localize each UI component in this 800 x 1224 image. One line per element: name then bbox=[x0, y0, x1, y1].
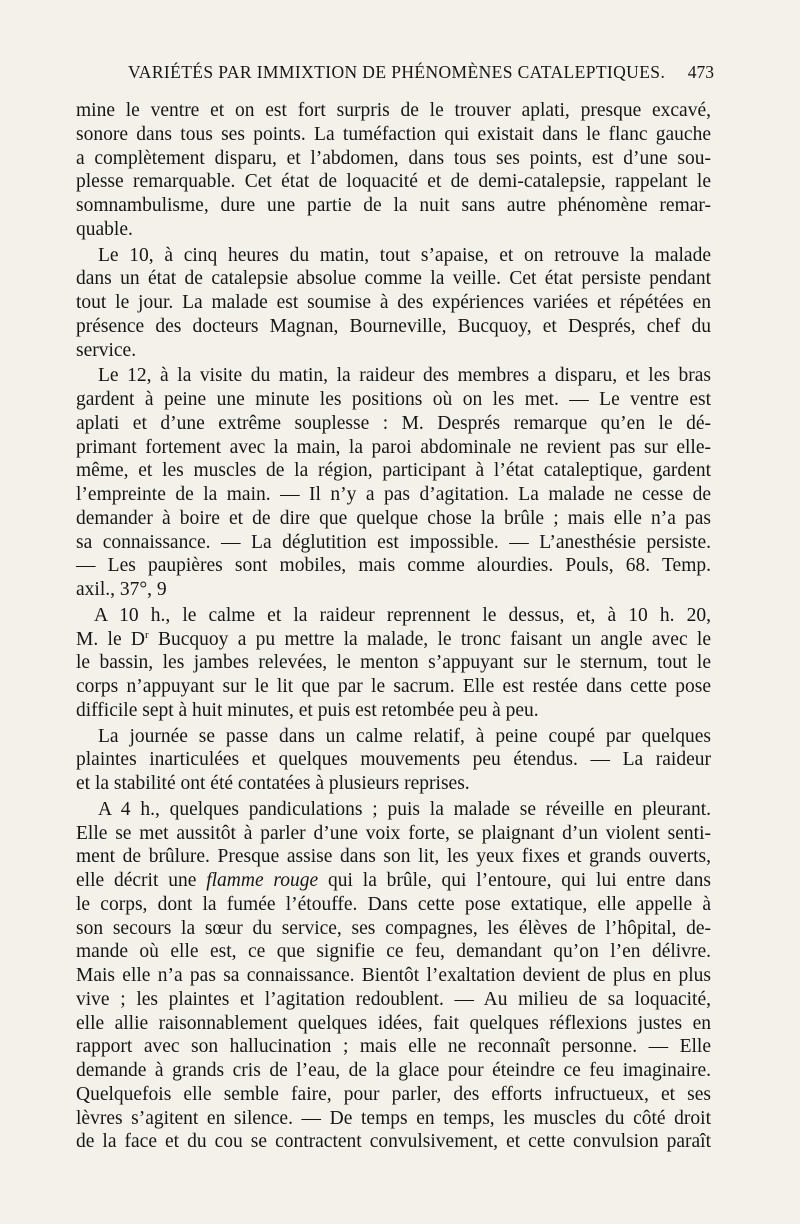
text-line: dans un état de catalepsie absolue comme la veille. Cet état persiste pendant bbox=[76, 268, 711, 290]
text-segment: M. le D bbox=[76, 628, 145, 650]
text-line: de la face et du cou se contractent convulsivement, et cette convulsion paraît bbox=[76, 1131, 711, 1153]
text-line: l’empreinte de la main. — Il n’y a pas d’agitation. La malade ne cesse de bbox=[76, 484, 711, 505]
text-line: vive ; les plaintes et l’agitation redoublent. — Au milieu de sa loquacité, bbox=[76, 988, 711, 1010]
text-segment: elle décrit une bbox=[76, 870, 207, 891]
text-line: sa connaissance. — La déglutition est impossible. — L’anesthésie persiste. bbox=[76, 531, 711, 553]
text-line: somnambulisme, dure une partie de la nuit sans autre phénomène remar- bbox=[76, 195, 711, 216]
text-line: Mais elle n’a pas sa connaissance. Bientôt l’exaltation devient de plus en plus bbox=[76, 965, 711, 986]
text-line: a complètement disparu, et l’abdomen, dans tous ses points, est d’une sou- bbox=[76, 147, 711, 169]
text-line: demande à grands cris de l’eau, de la glace pour éteindre ce feu imaginaire. bbox=[76, 1060, 711, 1081]
text-line: même, et les muscles de la région, participant à l’état cataleptique, gardent bbox=[76, 460, 711, 482]
text-line: ment de brûlure. Presque assise dans son lit, les yeux fixes et grands ouverts, bbox=[76, 846, 711, 868]
text-line: A 10 h., le calme et la raideur reprennent le dessus, et, à 10 h. 20, bbox=[94, 604, 711, 626]
italic-phrase: flamme rouge bbox=[206, 870, 319, 891]
text-line bbox=[76, 869, 711, 893]
text-line: tout le jour. La malade est soumise à des expériences variées et répétées en bbox=[76, 292, 711, 313]
text-line: rapport avec son hallucination ; mais elle ne reconnaît personne. — Elle bbox=[76, 1036, 711, 1058]
text-line: aplati et d’une extrême souplesse : M. Després remarque qu’en le dé- bbox=[76, 412, 711, 434]
body-text bbox=[76, 99, 711, 1154]
text-line: plaintes inarticulées et quelques mouvements peu étendus. — La raideur bbox=[76, 749, 711, 771]
text-line: gardent à peine une minute les positions où on les met. — Le ventre est bbox=[76, 389, 711, 410]
text-line: axil., 37°, 9 bbox=[76, 579, 167, 600]
text-line: plesse remarquable. Cet état de loquacité et de demi-catalepsie, rappelant le bbox=[76, 171, 711, 193]
text-line: Quelquefois elle semble faire, pour parler, des efforts infructueux, et ses bbox=[76, 1083, 711, 1105]
text-line: La journée se passe dans un calme relatif, à peine coupé par quelques bbox=[98, 725, 711, 747]
text-line: Elle se met aussitôt à parler d’une voix forte, se plaignant d’un violent senti- bbox=[76, 822, 711, 844]
text-line: A 4 h., quelques pandiculations ; puis la malade se réveille en pleurant. bbox=[98, 798, 711, 820]
text-line: corps n’appuyant sur le lit que par le sacrum. Elle est restée dans cette pose bbox=[76, 676, 711, 697]
text-line: le corps, dont la fumée l’étouffe. Dans cette pose extatique, elle appelle à bbox=[76, 893, 711, 915]
text-segment: Bucquoy a pu mettre la malade, le tronc faisant un angle avec le bbox=[148, 628, 711, 650]
text-segment: qui la brûle, qui l’entoure, qui lui entre dans bbox=[318, 870, 711, 891]
text-line: présence des docteurs Magnan, Bourneville, Bucquoy, et Després, chef du bbox=[76, 315, 711, 337]
text-line: primant fortement avec la main, la paroi abdominale ne revient pas sur elle- bbox=[76, 436, 711, 458]
text-line: lèvres s’agitent en silence. — De temps en temps, les muscles du côté droit bbox=[76, 1107, 711, 1129]
page-header bbox=[76, 62, 714, 88]
running-head: VARIÉTÉS PAR IMMIXTION DE PHÉNOMÈNES CATALEPTIQUES. bbox=[128, 62, 666, 82]
text-line bbox=[76, 628, 711, 652]
text-line: Le 10, à cinq heures du matin, tout s’apaise, et on retrouve la malade bbox=[98, 244, 711, 266]
text-line: — Les paupières sont mobiles, mais comme alourdies. Pouls, 68. Temp. bbox=[76, 555, 711, 577]
text-line: quable. bbox=[76, 218, 133, 240]
text-line: sonore dans tous ses points. La tuméfaction qui existait dans le flanc gauche bbox=[76, 123, 711, 145]
page-number: 473 bbox=[687, 62, 714, 82]
text-line: difficile sept à huit minutes, et puis est retombée peu à peu. bbox=[76, 699, 539, 721]
text-line: demander à boire et de dire que quelque chose la brûle ; mais elle n’a pas bbox=[76, 507, 711, 529]
text-line: elle allie raisonnablement quelques idées, fait quelques réflexions justes en bbox=[76, 1012, 711, 1034]
text-line: son secours la sœur du service, ses compagnes, les élèves de l’hôpital, de- bbox=[76, 917, 711, 939]
text-line: le bassin, les jambes relevées, le menton s’appuyant sur le sternum, tout le bbox=[76, 652, 711, 674]
text-line: et la stabilité ont été contatées à plusieurs reprises. bbox=[76, 773, 470, 794]
text-line: service. bbox=[76, 339, 137, 361]
text-line: mine le ventre et on est fort surpris de le trouver aplati, presque excavé, bbox=[76, 100, 711, 121]
text-line: Le 12, à la visite du matin, la raideur des membres a disparu, et les bras bbox=[98, 365, 711, 387]
superscript: r bbox=[145, 628, 149, 641]
text-line: mande où elle est, ce que signifie ce feu, demandant qu’on l’en délivre. bbox=[76, 941, 711, 963]
